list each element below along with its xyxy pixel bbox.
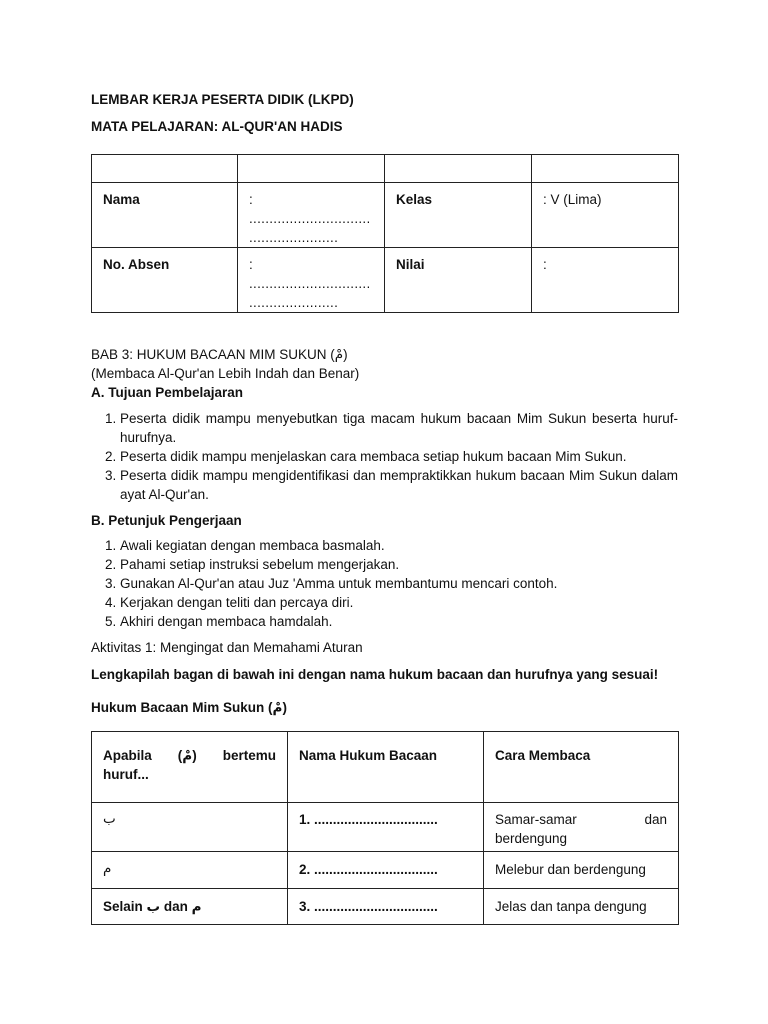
absen-dots-line2: ...................... <box>249 295 339 310</box>
table-header-row <box>92 732 679 803</box>
rule-name-answer-field[interactable]: 2. ................................. <box>288 852 484 889</box>
class-value: : V (Lima) <box>532 183 679 248</box>
name-dots-line2: ...................... <box>249 230 339 245</box>
column-header-reading-method: Cara Membaca <box>484 732 679 803</box>
letter-cell: ب <box>92 803 288 852</box>
instructions-list <box>91 536 678 631</box>
list-item: 2. Peserta didik mampu menjelaskan cara membaca setiap hukum bacaan Mim Sukun. <box>120 447 678 466</box>
table-row <box>92 889 679 925</box>
absen-label: No. Absen <box>92 248 238 313</box>
section-b-heading: B. Petunjuk Pengerjaan <box>91 513 242 528</box>
list-item: 2. Pahami setiap instruksi sebelum mengerjakan. <box>120 555 678 574</box>
letter-cell: م <box>92 852 288 889</box>
empty-cell <box>238 155 385 183</box>
name-dots-line1: : .............................. <box>249 192 371 226</box>
activity-title: Aktivitas 1: Mengingat dan Memahami Aturan <box>91 640 363 655</box>
list-item: 4. Kerjakan dengan teliti dan percaya diri. <box>120 593 678 612</box>
section-a-heading: A. Tujuan Pembelajaran <box>91 385 244 400</box>
score-label: Nilai <box>385 248 532 313</box>
list-item: 1. Awali kegiatan dengan membaca basmalah. <box>120 536 678 555</box>
table-row <box>92 852 679 889</box>
table-row <box>92 248 679 313</box>
subject-title: MATA PELAJARAN: AL-QUR'AN HADIS <box>91 119 343 134</box>
empty-cell <box>92 155 238 183</box>
table-row <box>92 183 679 248</box>
chapter-title: BAB 3: HUKUM BACAAN MIM SUKUN (مْ) <box>91 347 348 362</box>
rule-name-answer-field[interactable]: 3. ................................. <box>288 889 484 925</box>
chapter-subtitle: (Membaca Al-Qur'an Lebih Indah dan Benar) <box>91 366 360 381</box>
reading-method-cell: Melebur dan berdengung <box>484 852 679 889</box>
name-label: Nama <box>92 183 238 248</box>
class-label: Kelas <box>385 183 532 248</box>
list-item: 3. Peserta didik mampu mengidentifikasi dan mempraktikkan hukum bacaan Mim Sukun dalam ayat Al-Qur'an. <box>120 466 678 504</box>
absen-field[interactable] <box>238 248 385 313</box>
empty-cell <box>385 155 532 183</box>
reading-method-cell: Jelas dan tanpa dengung <box>484 889 679 925</box>
score-field[interactable]: : <box>532 248 679 313</box>
table-row <box>92 803 679 852</box>
list-item: 5. Akhiri dengan membaca hamdalah. <box>120 612 678 631</box>
worksheet-page <box>91 90 678 925</box>
absen-dots-line1: : .............................. <box>249 257 371 291</box>
activity-instruction: Lengkapilah bagan di bawah ini dengan nama hukum bacaan dan hurufnya yang sesuai! <box>91 667 659 682</box>
list-item: 3. Gunakan Al-Qur'an atau Juz 'Amma untuk membantumu mencari contoh. <box>120 574 678 593</box>
column-header-condition: Apabila (مْ) bertemu huruf... <box>92 732 288 803</box>
learning-objectives-list <box>91 409 678 504</box>
column-header-rule-name: Nama Hukum Bacaan <box>288 732 484 803</box>
list-item: 1. Peserta didik mampu menyebutkan tiga macam hukum bacaan Mim Sukun beserta huruf-hurufnya. <box>120 409 678 447</box>
table-title: Hukum Bacaan Mim Sukun (مْ) <box>91 700 287 715</box>
mim-sukun-rules-table <box>91 731 679 925</box>
student-identity-table <box>91 154 679 313</box>
worksheet-title: LEMBAR KERJA PESERTA DIDIK (LKPD) <box>91 92 354 107</box>
table-row <box>92 155 679 183</box>
rule-name-answer-field[interactable]: 1. ................................. <box>288 803 484 852</box>
reading-method-cell: Samar-samar dan berdengung <box>484 803 679 852</box>
name-field[interactable] <box>238 183 385 248</box>
letter-cell: Selain ب dan م <box>92 889 288 925</box>
empty-cell <box>532 155 679 183</box>
